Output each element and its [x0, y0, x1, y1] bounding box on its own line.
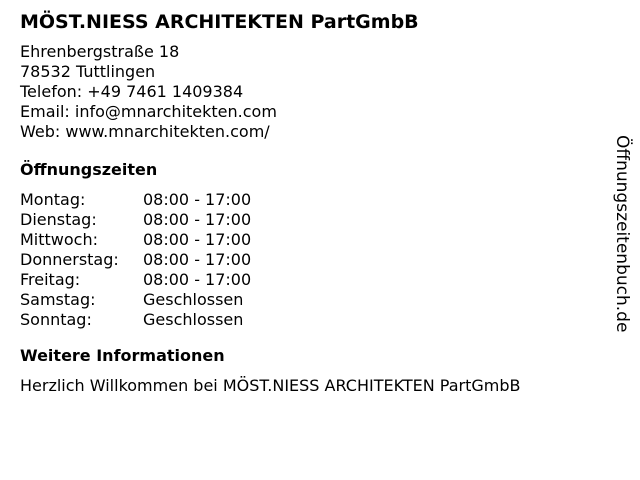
opening-hours-table	[20, 190, 600, 330]
time-value: 08:00 - 17:00	[143, 190, 252, 209]
city-address: 78532 Tuttlingen	[20, 62, 156, 81]
hours-row-thursday	[20, 250, 600, 270]
hours-row-friday	[20, 270, 600, 290]
site-watermark: Öffnungszeitenbuch.de	[612, 135, 632, 333]
time-value: Geschlossen	[143, 310, 244, 329]
hours-row-tuesday	[20, 210, 600, 230]
opening-hours-heading: Öffnungszeiten	[20, 160, 158, 179]
email-address: Email: info@mnarchitekten.com	[20, 102, 277, 121]
business-info-panel	[20, 10, 600, 396]
company-name: MÖST.NIESS ARCHITEKTEN PartGmbB	[20, 11, 419, 33]
day-label: Freitag:	[20, 270, 81, 289]
hours-row-sunday	[20, 310, 600, 330]
time-value: 08:00 - 17:00	[143, 250, 252, 269]
day-label: Samstag:	[20, 290, 96, 309]
time-value: Geschlossen	[143, 290, 244, 309]
contact-block	[20, 42, 600, 142]
day-label: Mittwoch:	[20, 230, 98, 249]
day-label: Montag:	[20, 190, 86, 209]
day-label: Donnerstag:	[20, 250, 119, 269]
hours-row-wednesday	[20, 230, 600, 250]
time-value: 08:00 - 17:00	[143, 230, 252, 249]
time-value: 08:00 - 17:00	[143, 210, 252, 229]
day-label: Sonntag:	[20, 310, 92, 329]
street-address: Ehrenbergstraße 18	[20, 42, 180, 61]
welcome-text: Herzlich Willkommen bei MÖST.NIESS ARCHITEKTEN PartGmbB	[20, 376, 521, 395]
website-address: Web: www.mnarchitekten.com/	[20, 122, 270, 141]
hours-row-monday	[20, 190, 600, 210]
time-value: 08:00 - 17:00	[143, 270, 252, 289]
hours-row-saturday	[20, 290, 600, 310]
day-label: Dienstag:	[20, 210, 97, 229]
phone-number: Telefon: +49 7461 1409384	[20, 82, 244, 101]
more-info-heading: Weitere Informationen	[20, 346, 225, 365]
